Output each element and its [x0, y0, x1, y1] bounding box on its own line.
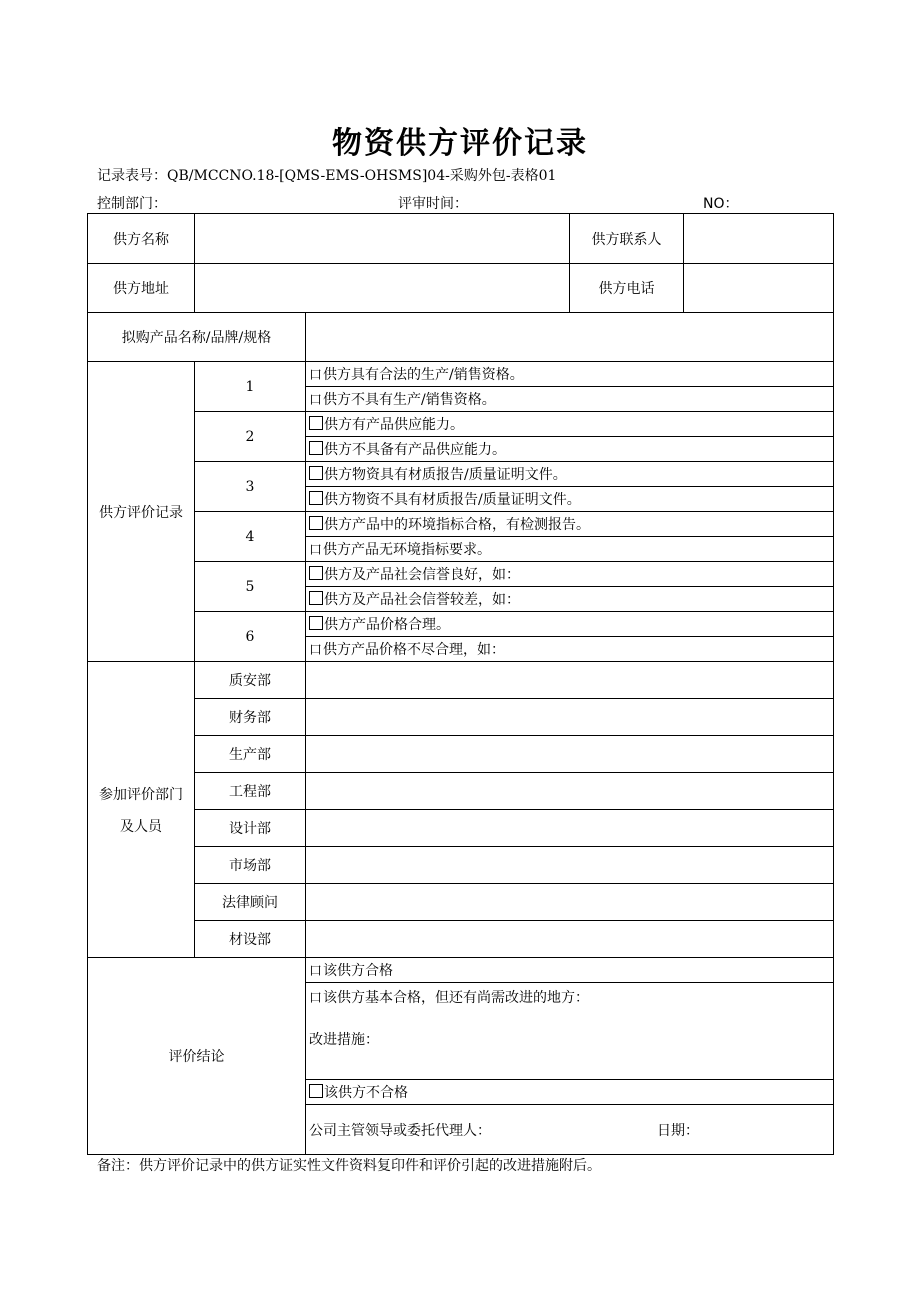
- dept-label: 生产部: [195, 736, 306, 773]
- dept-personnel-field[interactable]: [306, 736, 834, 773]
- record-number-value: QB/MCCNO.18-[QMS-EMS-OHSMS]04-采购外包-表格01: [167, 168, 557, 184]
- date-label: 日期：: [657, 1122, 699, 1139]
- eval-option[interactable]: [306, 562, 834, 587]
- supplier-name-label: 供方名称: [88, 214, 195, 264]
- eval-item-number: 4: [195, 512, 306, 562]
- signer-label: 公司主管领导或委托代理人：: [309, 1122, 491, 1139]
- eval-item-number: 5: [195, 562, 306, 612]
- checkbox-icon: [309, 591, 323, 605]
- eval-option[interactable]: [306, 537, 834, 562]
- eval-option[interactable]: [306, 362, 834, 387]
- dept-label: 质安部: [195, 662, 306, 699]
- eval-option[interactable]: [306, 637, 834, 662]
- checkbox-icon: [309, 616, 323, 630]
- checkbox-icon: [309, 1084, 323, 1098]
- checkbox-icon: 口: [309, 543, 323, 558]
- participants-label-line1: 参加评价部门: [99, 786, 183, 803]
- dept-label: 法律顾问: [195, 884, 306, 921]
- eval-option-text: 供方具有合法的生产/销售资格。: [323, 367, 524, 383]
- review-time-label: 评审时间：: [398, 196, 468, 212]
- checkbox-icon: 口: [309, 991, 323, 1006]
- page-title: 物资供方评价记录: [332, 126, 588, 161]
- checkbox-icon: [309, 491, 323, 505]
- checkbox-icon: [309, 516, 323, 530]
- eval-option-text: 供方及产品社会信誉良好，如：: [324, 567, 520, 583]
- supplier-contact-field[interactable]: [684, 214, 834, 264]
- conclusion-option-qualified[interactable]: [306, 958, 834, 983]
- footnote: 备注：供方评价记录中的供方证实性文件资料复印件和评价引起的改进措施附后。: [97, 1158, 601, 1174]
- eval-option[interactable]: [306, 612, 834, 637]
- dept-personnel-field[interactable]: [306, 921, 834, 958]
- eval-option[interactable]: [306, 462, 834, 487]
- product-label: 拟购产品名称/品牌/规格: [88, 313, 306, 362]
- dept-personnel-field[interactable]: [306, 810, 834, 847]
- signature-row: [306, 1105, 834, 1155]
- conclusion-label: 评价结论: [88, 958, 306, 1155]
- checkbox-icon: 口: [309, 964, 323, 979]
- checkbox-icon: [309, 441, 323, 455]
- dept-label: 设计部: [195, 810, 306, 847]
- eval-option-text: 供方产品价格不尽合理，如：: [323, 642, 506, 658]
- conclusion-option-text: 该供方不合格: [324, 1085, 408, 1101]
- eval-option[interactable]: [306, 512, 834, 537]
- participants-label: [88, 662, 195, 958]
- conclusion-option-text: 该供方基本合格，但还有尚需改进的地方：: [323, 990, 590, 1006]
- checkbox-icon: [309, 416, 323, 430]
- improvement-label: 改进措施：: [309, 1032, 379, 1048]
- supplier-address-field[interactable]: [195, 264, 570, 313]
- eval-option[interactable]: [306, 487, 834, 512]
- control-dept-label: 控制部门：: [97, 196, 167, 212]
- checkbox-icon: 口: [309, 393, 323, 408]
- record-number: [97, 165, 556, 185]
- checkbox-icon: [309, 566, 323, 580]
- checkbox-icon: [309, 466, 323, 480]
- eval-option-text: 供方产品无环境指标要求。: [323, 542, 492, 558]
- eval-option-text: 供方产品中的环境指标合格，有检测报告。: [324, 517, 590, 533]
- eval-option[interactable]: [306, 587, 834, 612]
- eval-option-text: 供方产品价格合理。: [324, 617, 450, 633]
- dept-personnel-field[interactable]: [306, 662, 834, 699]
- evaluation-record-label: 供方评价记录: [88, 362, 195, 662]
- conclusion-option-basic[interactable]: [306, 983, 834, 1080]
- dept-label: 材设部: [195, 921, 306, 958]
- checkbox-icon: 口: [309, 368, 323, 383]
- supplier-name-field[interactable]: [195, 214, 570, 264]
- dept-personnel-field[interactable]: [306, 773, 834, 810]
- supplier-phone-field[interactable]: [684, 264, 834, 313]
- no-label: NO：: [703, 196, 739, 212]
- eval-option-text: 供方物资不具有材质报告/质量证明文件。: [324, 492, 581, 508]
- dept-personnel-field[interactable]: [306, 884, 834, 921]
- dept-personnel-field[interactable]: [306, 847, 834, 884]
- participants-label-line2: 及人员: [120, 818, 162, 835]
- dept-label: 财务部: [195, 699, 306, 736]
- eval-item-number: 1: [195, 362, 306, 412]
- eval-option[interactable]: [306, 412, 834, 437]
- supplier-contact-label: 供方联系人: [570, 214, 684, 264]
- record-number-label: 记录表号：: [97, 168, 167, 184]
- eval-item-number: 6: [195, 612, 306, 662]
- dept-personnel-field[interactable]: [306, 699, 834, 736]
- checkbox-icon: 口: [309, 643, 323, 658]
- dept-label: 市场部: [195, 847, 306, 884]
- eval-option-text: 供方不具有生产/销售资格。: [323, 392, 496, 408]
- dept-label: 工程部: [195, 773, 306, 810]
- conclusion-option-unqualified[interactable]: [306, 1080, 834, 1105]
- eval-item-number: 2: [195, 412, 306, 462]
- conclusion-option-text: 该供方合格: [323, 963, 394, 979]
- eval-option-text: 供方不具备有产品供应能力。: [324, 442, 506, 458]
- eval-option[interactable]: [306, 387, 834, 412]
- product-field[interactable]: [306, 313, 834, 362]
- eval-option-text: 供方及产品社会信誉较差，如：: [324, 592, 520, 608]
- eval-item-number: 3: [195, 462, 306, 512]
- eval-option[interactable]: [306, 437, 834, 462]
- evaluation-form: [87, 213, 834, 1155]
- eval-option-text: 供方有产品供应能力。: [324, 417, 464, 433]
- supplier-phone-label: 供方电话: [570, 264, 684, 313]
- supplier-address-label: 供方地址: [88, 264, 195, 313]
- eval-option-text: 供方物资具有材质报告/质量证明文件。: [324, 467, 567, 483]
